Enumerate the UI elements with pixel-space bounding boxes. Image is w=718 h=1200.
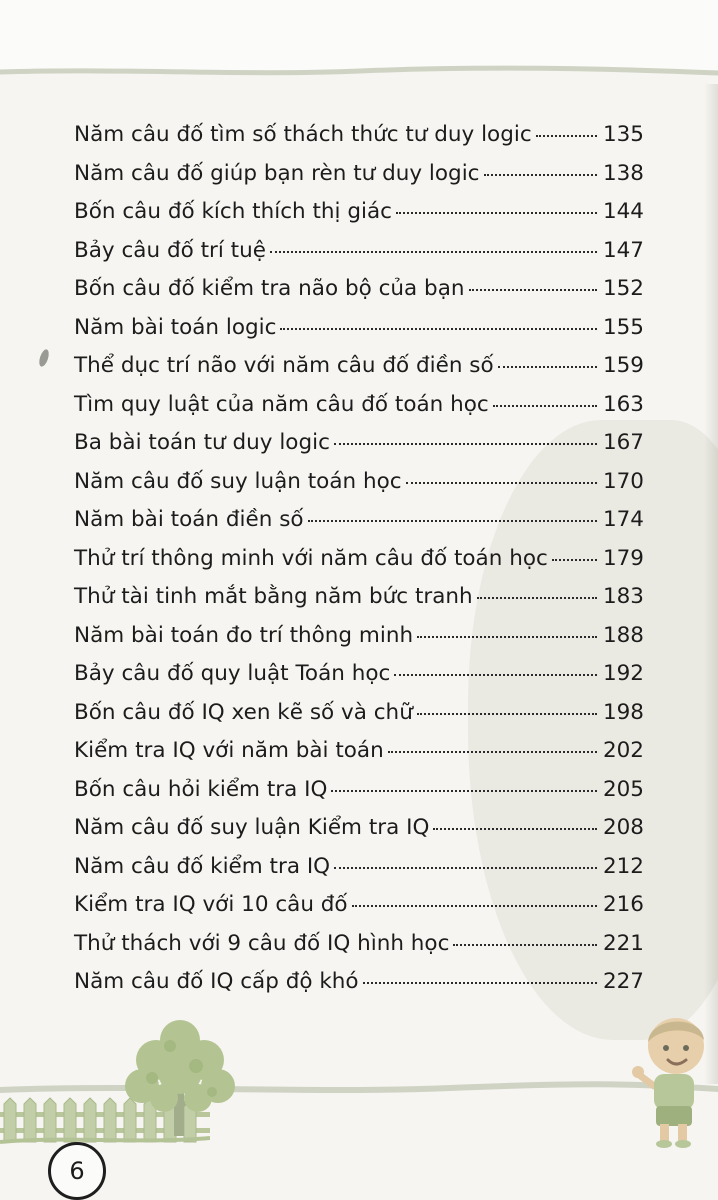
- toc-entry-title: Thử tài tinh mắt bằng năm bức tranh: [74, 584, 473, 609]
- toc-entry-title: Kiểm tra IQ với năm bài toán: [74, 738, 384, 763]
- toc-entry-title: Bốn câu đố IQ xen kẽ số và chữ: [74, 699, 413, 725]
- toc-dot-leader: [352, 905, 597, 907]
- toc-entry: [74, 424, 644, 463]
- toc-entry: [74, 386, 644, 425]
- toc-entry-page: 138: [602, 160, 644, 186]
- toc-dot-leader: [469, 289, 597, 291]
- toc-entry-page: 208: [602, 815, 644, 840]
- toc-entry-page: 159: [602, 353, 644, 378]
- toc-entry-title: Bảy câu đố trí tuệ: [74, 237, 266, 263]
- toc-entry-title: Năm bài toán đo trí thông minh: [74, 622, 414, 648]
- toc-entry-page: 144: [602, 199, 644, 224]
- toc-entry-title: Năm câu đố tìm số thách thức tư duy logic: [74, 122, 532, 147]
- toc-entry: [74, 578, 644, 617]
- toc-dot-leader: [417, 636, 597, 638]
- toc-entry: [74, 694, 644, 733]
- toc-entry: [74, 540, 644, 579]
- toc-dot-leader: [394, 674, 597, 676]
- toc-entry-title: Năm bài toán điền số: [74, 507, 304, 532]
- toc-dot-leader: [433, 828, 597, 830]
- toc-entry-page: 202: [602, 738, 644, 763]
- toc-entry-page: 170: [602, 468, 644, 494]
- toc-entry-title: Thể dục trí não với năm câu đố điền số: [74, 353, 494, 378]
- toc-entry-title: Năm câu đố suy luận Kiểm tra IQ: [74, 815, 430, 840]
- toc-entry-page: 135: [602, 122, 644, 147]
- toc-entry-page: 163: [602, 391, 644, 417]
- toc-dot-leader: [334, 867, 597, 869]
- page-edge-shadow: [704, 84, 718, 1084]
- tree-icon: [118, 1016, 240, 1138]
- toc-entry-title: Tìm quy luật của năm câu đố toán học: [74, 391, 489, 417]
- toc-entry-title: Bảy câu đố quy luật Toán học: [74, 661, 391, 686]
- toc-entry: [74, 347, 644, 386]
- top-divider-line: [0, 60, 718, 84]
- toc-dot-leader: [331, 790, 597, 792]
- toc-entry: [74, 617, 644, 656]
- toc-dot-leader: [280, 328, 596, 330]
- toc-entry-page: 227: [602, 969, 644, 994]
- toc-dot-leader: [363, 982, 597, 984]
- toc-dot-leader: [493, 405, 597, 407]
- toc-entry: [74, 732, 644, 771]
- toc-entry-page: 216: [602, 892, 644, 917]
- toc-entry: [74, 155, 644, 194]
- toc-dot-leader: [388, 751, 597, 753]
- toc-dot-leader: [270, 251, 597, 253]
- toc-dot-leader: [498, 366, 597, 368]
- waving-boy-icon: [632, 1010, 718, 1150]
- toc-entry-page: 152: [602, 276, 644, 301]
- toc-entry: [74, 463, 644, 502]
- toc-entry-title: Bốn câu đố kiểm tra não bộ của bạn: [74, 276, 465, 301]
- toc-entry-page: 155: [602, 314, 644, 340]
- toc-dot-leader: [536, 135, 597, 137]
- toc-entry: [74, 848, 644, 887]
- toc-entry: [74, 925, 644, 964]
- toc-entry-title: Năm câu đố kiểm tra IQ: [74, 853, 331, 879]
- toc-dot-leader: [308, 520, 597, 522]
- toc-entry-title: Năm câu đố IQ cấp độ khó: [74, 969, 359, 994]
- leaf-mark-icon: [37, 348, 50, 368]
- toc-entry-title: Bốn câu hỏi kiểm tra IQ: [74, 776, 328, 802]
- toc-entry: [74, 771, 644, 810]
- toc-entry: [74, 193, 644, 232]
- toc-entry-title: Ba bài toán tư duy logic: [74, 430, 330, 455]
- toc-entry: [74, 116, 644, 155]
- toc-dot-leader: [552, 559, 597, 561]
- toc-entry-title: Năm bài toán logic: [74, 314, 277, 340]
- toc-entry-title: Kiểm tra IQ với 10 câu đố: [74, 892, 348, 917]
- toc-dot-leader: [396, 212, 597, 214]
- page-number: 6: [48, 1142, 106, 1200]
- toc-entry-title: Năm câu đố giúp bạn rèn tư duy logic: [74, 160, 480, 186]
- toc-entry: [74, 309, 644, 348]
- toc-entry: [74, 232, 644, 271]
- toc-entry-page: 221: [602, 930, 644, 956]
- toc-dot-leader: [484, 174, 597, 176]
- toc-dot-leader: [406, 482, 597, 484]
- toc-entry: [74, 963, 644, 1002]
- toc-entry: [74, 809, 644, 848]
- toc-entry-page: 179: [602, 545, 644, 571]
- toc-entry: [74, 270, 644, 309]
- toc-dot-leader: [417, 713, 597, 715]
- toc-entry: [74, 655, 644, 694]
- toc-entry: [74, 501, 644, 540]
- toc-entry-page: 174: [602, 507, 644, 532]
- toc-entry-page: 192: [602, 661, 644, 686]
- toc-entry-title: Năm câu đố suy luận toán học: [74, 468, 402, 494]
- toc-entry-page: 167: [602, 430, 644, 455]
- toc-entry-page: 205: [602, 776, 644, 802]
- toc-entry-page: 212: [602, 853, 644, 879]
- toc-entry-page: 198: [602, 699, 644, 725]
- toc-entry-title: Thử thách với 9 câu đố IQ hình học: [74, 930, 450, 956]
- toc-dot-leader: [453, 944, 597, 946]
- toc-dot-leader: [477, 597, 597, 599]
- toc-entry-page: 188: [602, 622, 644, 648]
- toc-entry-title: Bốn câu đố kích thích thị giác: [74, 199, 392, 224]
- toc-entry-page: 147: [602, 237, 644, 263]
- toc-entry-page: 183: [602, 584, 644, 609]
- toc-entry-title: Thử trí thông minh với năm câu đố toán học: [74, 545, 548, 571]
- table-of-contents: [74, 116, 644, 1002]
- toc-dot-leader: [334, 443, 597, 445]
- toc-entry: [74, 886, 644, 925]
